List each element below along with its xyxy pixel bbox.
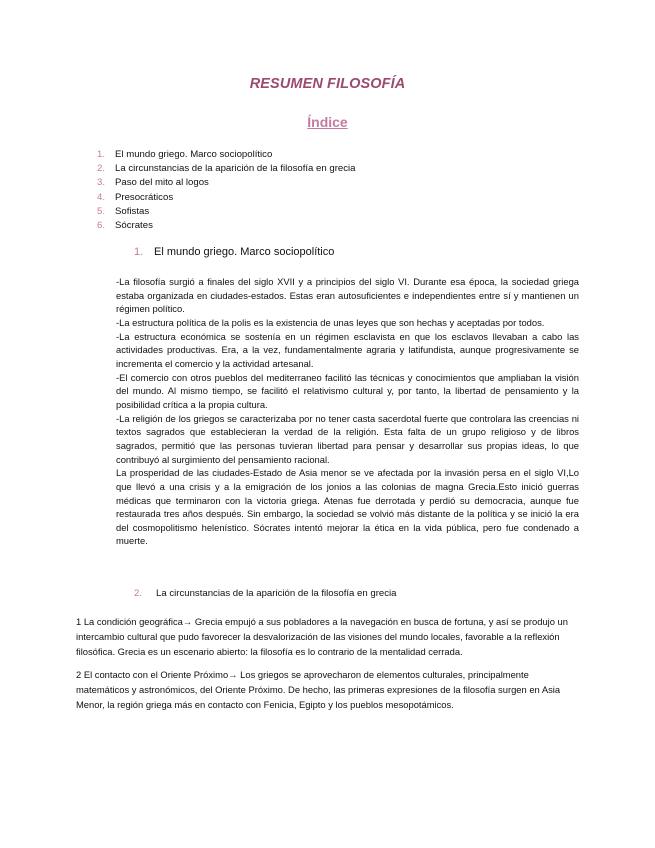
toc-item-number: 6. [97,219,106,231]
toc-item-label: Presocráticos [115,191,174,203]
paragraph: -La estructura económica se sostenía en un régimen esclavista en que los esclavos llevaban a cabo las actividades productivas. Era, a la vez, fundamentalmente agraria y latifundista, aunque progresivamente se incrementa el comercio y la actividad artesanal. [116,330,579,369]
table-of-contents [97,148,356,233]
toc-item [97,176,356,190]
section-2-body [76,614,576,720]
toc-item [97,205,356,219]
toc-item-label: Paso del mito al logos [115,177,209,189]
toc-item-number: 2. [97,163,106,175]
paragraph: -La filosofía surgió a finales del siglo XVII y a principios del siglo VI. Durante esa época, la sociedad griega estaba organizada en ciudades-estados. Estas eran autosuficientes e independientes entre sí y mantienen un régimen político. [116,276,579,315]
toc-item-number: 5. [97,205,106,217]
paragraph: La prosperidad de las ciudades-Estado de Asia menor se ve afectada por la invasión persa en el siglo VI,Lo que llevó a una crisis y a la emigración de los jonios a las colonias de magna Grecia.Esto inició guerras médicas que terminaron con la victoria griega. Atenas fue derrotada y perdió su democracia, aunque fue restaurada tres años después. Sin embargo, la sociedad se volvió más distante de la política y se inició la era del cosmopolitismo helenístico. Sócrates intentó mejorar la ética en la vida pública, pero fue condenado a muerte. [116,467,579,547]
toc-item-number: 1. [97,149,106,160]
toc-item [97,191,356,205]
toc-item-number: 3. [97,177,106,189]
paragraph: -El comercio con otros pueblos del mediterraneo facilitó las técnicas y conocimientos que ampliaban la visión del mundo. Al mismo tiempo, se facilitó el relativismo cultural y, por tanto, la libertad de pensamiento y la posibilidad crítica a la propia cultura. [116,371,579,410]
section-1-number: 1. [134,246,144,258]
toc-item [97,219,356,233]
section-2-number: 2. [134,588,143,599]
paragraph: 1 La condición geográfica→ Grecia empujó a sus pobladores a la navegación en busca de fortuna, y así se produjo un intercambio cultural que pudo favorecer la desvalorización de las visiones del mundo locales, favorable a la reflexión filosófica. Grecia es un escenario abierto: la filosofía es lo contrario de la mentalidad cerrada. [76,616,568,657]
document-title: RESUMEN FILOSOFÍA [249,76,406,92]
section-2-title: La circunstancias de la aparición de la filosofía en grecia [156,588,397,599]
section-1-body [116,275,579,548]
toc-item [97,162,356,176]
section-1-title: El mundo griego. Marco sociopolítico [154,246,335,258]
section-1-heading [134,246,334,258]
paragraph: -La religión de los griegos se caracterizaba por no tener casta sacerdotal fuerte que controlara las creencias ni textos sagrados que establecieran la verdad de la religión. Esta falta de un grupo religioso y de libros sagrados, permitió que las personas tuvieran libertad para pensar y desarrollar sus propias ideas, lo que contribuyó al surgimiento del pensamiento racional. [116,412,579,465]
section-2-heading [134,588,397,599]
paragraph: -La estructura política de la polis es la existencia de unas leyes que son hechas y aceptadas por todos. [116,316,545,328]
index-heading: Índice [307,114,348,130]
toc-item-label: La circunstancias de la aparición de la filosofía en grecia [115,163,356,175]
toc-item-label: Sócrates [115,219,153,231]
paragraph: 2 El contacto con el Oriente Próximo→ Los griegos se aprovecharon de elementos culturales, principalmente matemáticos y astronómicos, del Oriente Próximo. De hecho, las primeras expresiones de la filosofía surgen en Asia Menor, la región griega más en contacto con Fenicia, Egipto y los pueblos mesopotámicos. [76,669,561,710]
toc-item-number: 4. [97,191,106,203]
toc-item-label: Sofistas [115,205,150,217]
toc-item-label: El mundo griego. Marco sociopolítico [115,149,273,160]
toc-item [97,148,356,162]
